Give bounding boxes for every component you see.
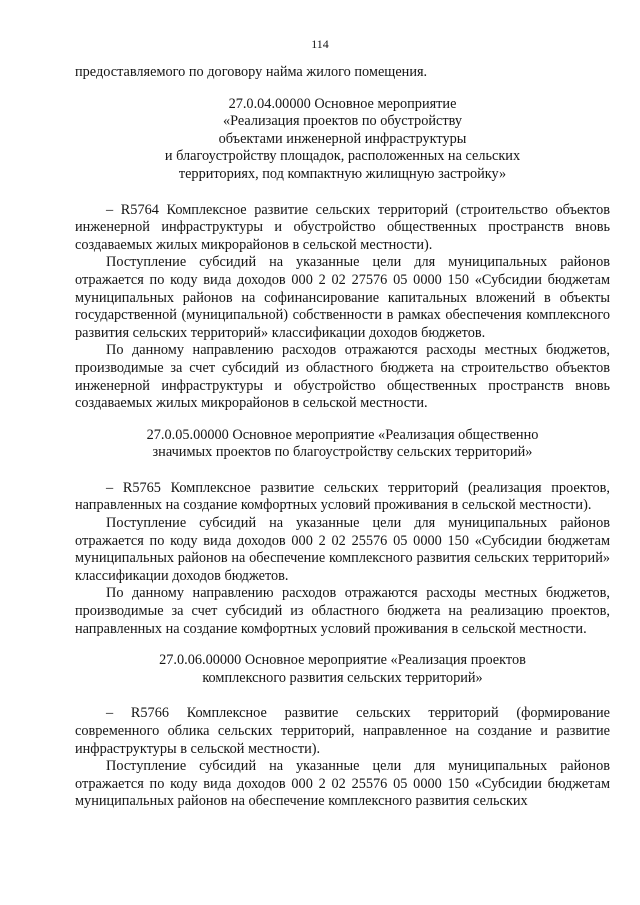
section-heading-27-0-04 <box>75 96 610 184</box>
heading-line: 27.0.04.00000 Основное мероприятие <box>228 95 457 112</box>
heading-line: территориях, под компактную жилищную застройку» <box>178 165 507 182</box>
paragraph: Поступление субсидий на указанные цели для муниципальных районов отражается по коду вида доходов 000 2 02 27576 05 0000 150 «Субсидии бюджетам муниципальных районов на софинансирование капитальных вложений в объекты государственной (муниципальной) собственности в рамках обеспечения комплексного развития сельских территорий» классификации доходов бюджетов. <box>75 254 610 341</box>
paragraph: Поступление субсидий на указанные цели для муниципальных районов отражается по коду вида доходов 000 2 02 25576 05 0000 150 «Субсидии бюджетам муниципальных районов на обеспечение комплексного развития сельских территорий» классификации доходов бюджетов. <box>75 515 610 584</box>
paragraph: По данному направлению расходов отражаются расходы местных бюджетов, производимые за счет субсидий из областного бюджета на реализацию проектов, направленных на создание комфортных условий проживания в сельской местности. <box>75 585 610 637</box>
section-heading-27-0-05 <box>75 427 610 462</box>
paragraph-r5765: – R5765 Комплексное развитие сельских территорий (реализация проектов, направленных на создание комфортных условий проживания в сельской местности). <box>75 479 610 514</box>
section-heading-27-0-06 <box>75 652 610 687</box>
page-number: 114 <box>311 37 329 51</box>
heading-line: и благоустройству площадок, расположенных на сельских <box>164 148 521 165</box>
heading-line: «Реализация проектов по обустройству <box>222 113 462 130</box>
heading-line: объектами инженерной инфраструктуры <box>218 130 467 147</box>
paragraph-r5764: – R5764 Комплексное развитие сельских территорий (строительство объектов инженерной инфраструктуры и обустройство общественных пространств вновь создаваемых жилых микрорайонов в сельской местности). <box>75 201 610 253</box>
intro-line: предоставляемого по договору найма жилого помещения. <box>75 64 428 80</box>
heading-line: комплексного развития сельских территорий» <box>202 669 483 686</box>
heading-line: 27.0.05.00000 Основное мероприятие «Реализация общественно <box>146 426 539 443</box>
paragraph: Поступление субсидий на указанные цели для муниципальных районов отражается по коду вида доходов 000 2 02 25576 05 0000 150 «Субсидии бюджетам муниципальных районов на обеспечение комплексного развития сельских <box>75 758 610 810</box>
paragraph: По данному направлению расходов отражаются расходы местных бюджетов, производимые за счет субсидий из областного бюджета на строительство объектов инженерной инфраструктуры и обустройство общественных пространств вновь создаваемых жилых микрорайонов в сельской местности. <box>75 342 610 412</box>
paragraph-r5766: – R5766 Комплексное развитие сельских территорий (формирование современного облика сельских территорий, направленное на создание и развитие инфраструктуры в сельской местности). <box>75 705 610 757</box>
heading-line: значимых проектов по благоустройству сельских территорий» <box>152 444 533 461</box>
document-body <box>75 64 610 811</box>
heading-line: 27.0.06.00000 Основное мероприятие «Реализация проектов <box>159 652 526 669</box>
